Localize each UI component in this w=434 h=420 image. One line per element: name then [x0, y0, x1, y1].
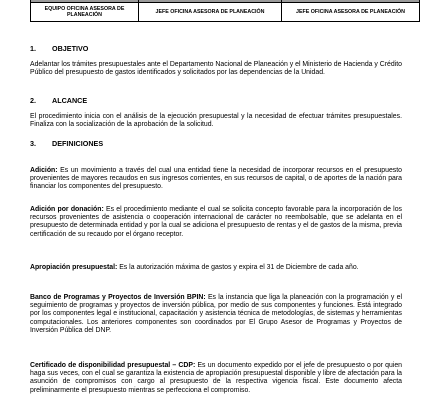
approval-value-elaboro: EQUIPO OFICINA ASESORA DE PLANEACIÓN	[31, 3, 139, 22]
approval-value-aprobo: JEFE OFICINA ASESORA DE PLANEACIÓN	[282, 3, 420, 22]
alcance-text: El procedimiento inicia con el análisis de la ejecución presupuestal y la necesidad de efectuar trámites presupuestales. Finaliza con la socialización de la aprobación de la solicitud.	[30, 113, 402, 129]
objetivo-text: Adelantar los trámites presupuestales ante el Departamento Nacional de Planeación y el Ministerio de Hacienda y Crédito Público del presupuesto de gastos identificados y solicitados por las dependencias de la Unidad.	[30, 61, 402, 77]
section-title: DEFINICIONES	[52, 139, 104, 148]
section-title: ALCANCE	[52, 96, 88, 105]
definition-text: Es la instancia que liga la planeación con la programación y el seguimiento de programas y proyectos de inversión pública, por medio de sus componentes y funciones. Está integrado por los componentes legal e institucional, capacitación y asistencia técnica de metodologías, de sistemas y herramientas computacionales. Los anteriores componentes son coordinados por El Grupo Asesor de Programas y Proyectos de Inversión Pública del DNP.	[30, 294, 402, 334]
definition-text: Es un documento expedido por el jefe de presupuesto o por quien haga sus veces, con el cual se garantiza la existencia de apropiación presupuestal disponible y libre de afectación para la asunción de compromisos con cargo al presupuesto de la respectiva vigencia fiscal. Este documento afecta preliminarmente el presupuesto mientras se perfecciona el compromiso.	[30, 362, 403, 394]
definition-adicion-por-donacion	[30, 206, 402, 239]
definition-cdp	[30, 362, 402, 395]
definition-term: Apropiación presupuestal:	[30, 264, 118, 271]
definition-text: Es un movimiento a través del cual una entidad tiene la necesidad de incorporar recursos en el presupuesto provenientes de mayores recaudos en sus ingresos corrientes, en sus recursos de capital, o de aportes de la nación para financiar los componentes del presupuesto.	[30, 167, 402, 191]
definition-term: Adición:	[30, 167, 58, 174]
section-number: 2.	[30, 96, 36, 105]
definition-text: Es el procedimiento mediante el cual se solicita concepto favorable para la incorporación de los recursos provenientes de asistencia o cooperación internacional de carácter no reembolsable, que se adelanta en el presupuesto de determinada entidad y por la cual se adiciona el presupuesto de rentas y el de gastos de la misma, previa certificación de su recaudo por el órgano receptor.	[30, 206, 402, 238]
definition-term: Adición por donación:	[30, 206, 104, 213]
section-number: 1.	[30, 44, 36, 53]
definition-bpin	[30, 294, 402, 335]
definition-apropiacion-presupuestal	[30, 264, 402, 272]
definition-adicion	[30, 167, 402, 192]
approval-value-row	[31, 3, 420, 22]
section-heading-objetivo	[30, 44, 88, 53]
section-heading-definiciones	[30, 139, 103, 148]
approval-value-reviso: JEFE OFICINA ASESORA DE PLANEACIÓN	[139, 3, 282, 22]
approval-table	[30, 0, 420, 22]
section-title: OBJETIVO	[52, 44, 89, 53]
section-number: 3.	[30, 139, 36, 148]
section-heading-alcance	[30, 96, 87, 105]
definition-term: Banco de Programas y Proyectos de Inversión BPIN:	[30, 294, 206, 301]
definition-term: Certificado de disponibilidad presupuestal – CDP:	[30, 362, 196, 369]
definition-text: Es la autorización máxima de gastos y expira el 31 de Diciembre de cada año.	[117, 264, 359, 271]
